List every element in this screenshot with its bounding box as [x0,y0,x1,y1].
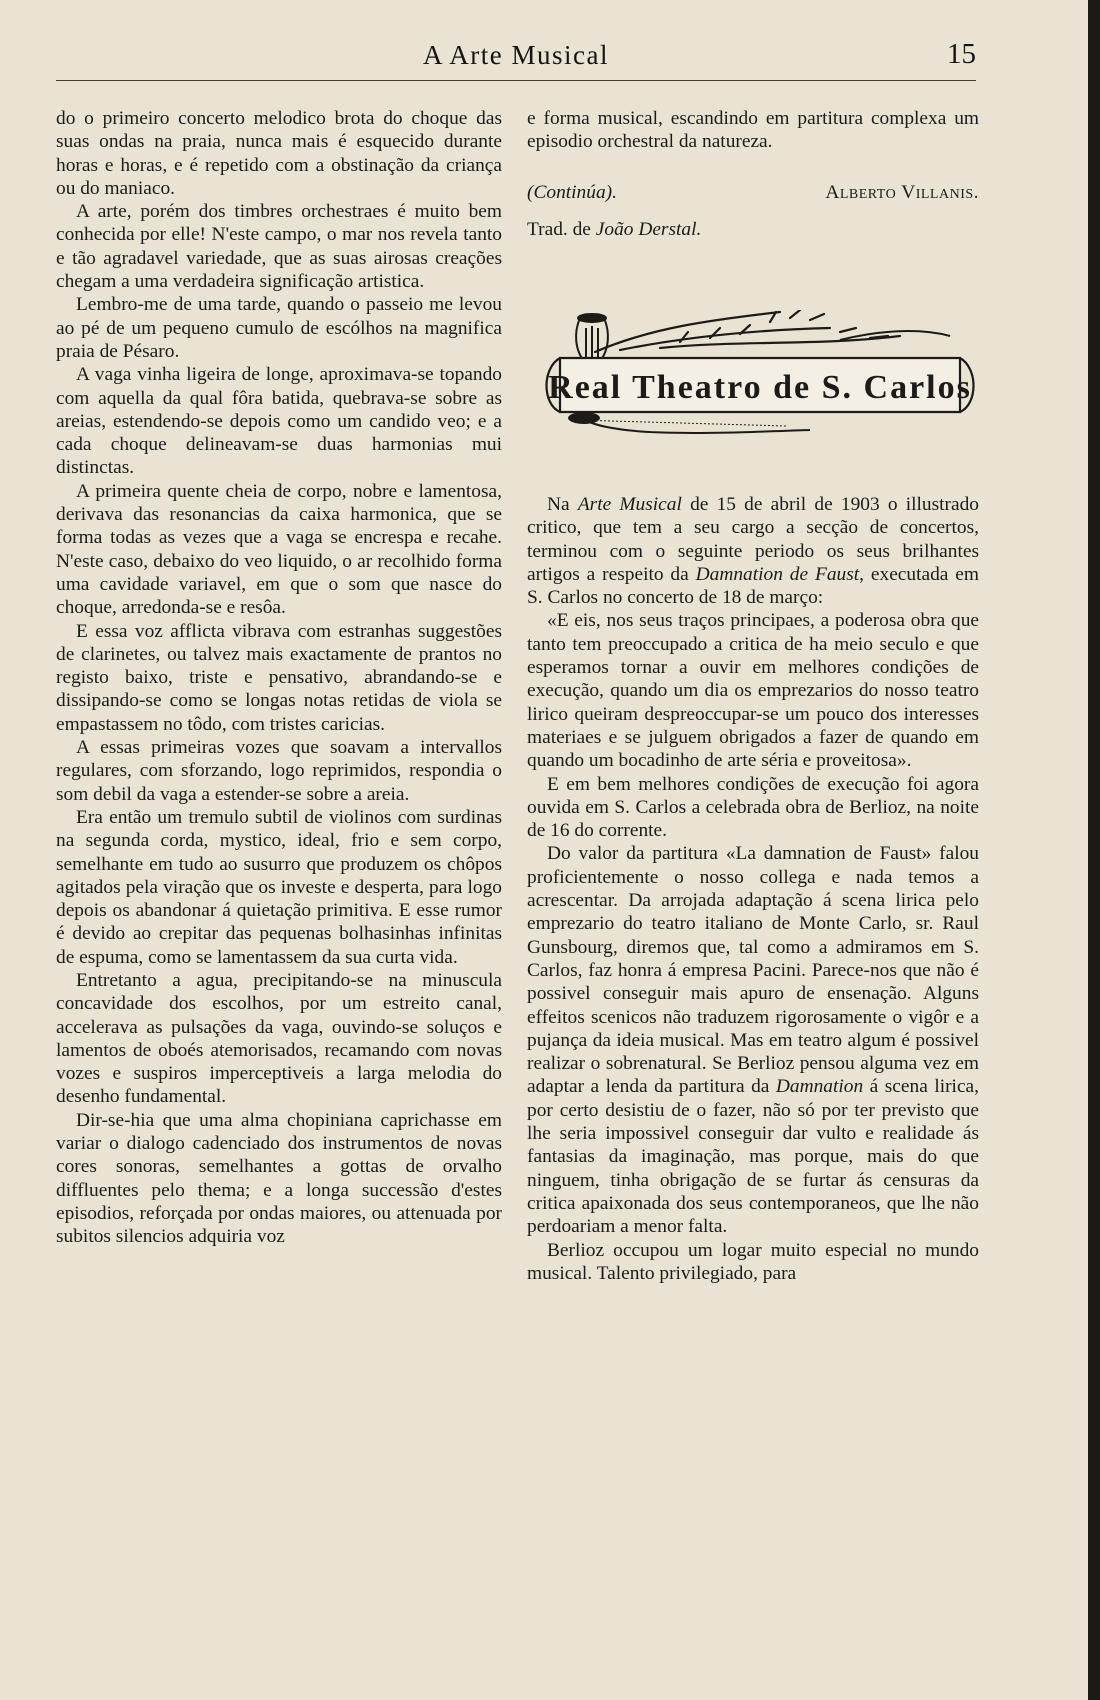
text-run: Do valor da partitura «La damnation de Faust» falou proficientemente o nosso collega e nada temos a acrescentar. Da arrojada adaptação á scena lirica pelo emprezario do teatro italiano de Monte Carlo, sr. Raul Gunsbourg, diremos que, tal como a admiramos em S. Carlos, faz honra á empresa Pacini. Parece-nos que não é possivel conseguir mais apuro de ensenação. Alguns effeitos scenicos não traduzem rigorosamente o vigôr e a pujança da ideia musical. Mas em teatro algum é possivel realizar o sobrenatural. Se Berlioz pensou alguma vez em adaptar a lenda da partitura da [527,843,979,1098]
paragraph: do o primeiro concerto melodico brota do choque das suas ondas na praia, nunca mais é esquecido durante horas e horas, e é repetido com a obstinação da criança ou do maniaco. [56,108,502,199]
paragraph: Dir-se-hia que uma alma chopiniana caprichasse em variar o dialogo cadenciado dos instrumentos de novas cores sonoras, semelhantes a gottas de orvalho diffluentes pelo thema; e a longa successão d'estes episodios, reforçada por ondas maiores, ou attenuada por subitos silencios adquiria voz [56,1109,502,1248]
text-run: á scena lirica, por certo desistiu de o fazer, não só por ter previsto que lhe seria impossivel conseguir dar vulto e realidade ás fantasias da imaginação, mas porque, mais do que ninguem, tinha obrigação de se furtar ás censuras da critica apaixonada dos seus contemporaneos, que lhe não perdoariam a menor falta. [527,1076,979,1238]
text-run: Na [547,494,578,515]
quotation: «E eis, nos seus traços principaes, a poderosa obra que tanto tem preoccupado a critica de ha meio seculo e que esperamos tornar a ouvir em melhores condições de execução, quando um dia os emprezarios do nosso teatro lirico queiram despreoccupar-se um pouco dos interesses materiaes e se julguem obrigados a fazer de quando em quando um bocadinho de arte séria e proveitosa». [527,610,979,772]
left-column [56,107,502,1249]
text-run: de 15 de abril de 1903 o illustrado critico, que tem a seu cargo a secção de concertos, terminou com o seguinte periodo os seus brilhantes artigos a respeito da [527,494,979,585]
paragraph: Lembro-me de uma tarde, quando o passeio me levou ao pé de um pequeno cumulo de escólhos na magnifica praia de Pésaro. [56,294,502,362]
paragraph: Berlioz occupou um logar muito especial no mundo musical. Talento privilegiado, para [527,1239,979,1284]
header-rule [56,80,976,81]
banner-ornament [540,310,980,462]
author-name: Alberto Villanis. [825,181,979,203]
paragraph: A vaga vinha ligeira de longe, aproximava-se topando com aquella da qual fôra batida, quebrava-se sobre as areias, estendendo-se depois como um candido veo; e a cada choque delineavam-se duas harmonias mui distinctas. [56,364,502,479]
continua-note: (Continúa). [527,181,617,203]
publication-name: Arte Musical [577,494,682,515]
signature-line [527,181,979,204]
article-real-theatro [527,493,979,1285]
paragraph: E em bem melhores condições de execução foi agora ouvida em S. Carlos a celebrada obra de Berlioz, na noite de 16 do corrente. [527,773,979,842]
page-number: 15 [947,38,976,70]
right-column-top [527,107,979,241]
paragraph: Entretanto a agua, precipitando-se na minuscula concavidade dos escolhos, por um estreito canal, accelerava as pulsações da vaga, ouvindo-se soluços e lamentos de oboés atemorisados, recamando com novas vozes e suspiros imperceptiveis a larga melodia do desenho fundamental. [56,969,502,1108]
work-title: Damnation [775,1076,864,1098]
lyre-icon [576,314,608,364]
paragraph: Era então um tremulo subtil de violinos com surdinas na segunda corda, mystico, ideal, frio e sem corpo, semelhante em tudo ao susurro que produzem os chôpos agitados pela viração que os investe e desperta, para logo depois os abandonar á quietação primitiva. E esse rumor é devido ao crepitar das pequenas bolhasinhas infinitas de espuma, como se lamentassem da sua curta vida. [56,806,502,968]
translator-name: João Derstal. [595,218,702,240]
running-title: A Arte Musical [423,40,609,70]
translation-prefix: Trad. de [527,218,596,240]
banner-title: Real Theatro de S. Carlos [548,369,972,406]
page-header [56,36,976,86]
translation-credit [527,218,979,241]
paragraph: E essa voz afflicta vibrava com estranhas suggestões de clarinetes, ou talvez mais exactamente de prantos no registo baixo, triste e pensativo, abrandando-se e dissipando-se como se longas notas retidas de viola se empastassem no tôdo, com tristes caricias. [56,620,502,735]
text-run: , executada em S. Carlos no concerto de 18 de março: [527,563,979,609]
section-banner [540,310,980,462]
paragraph [527,493,979,609]
paragraph: A arte, porém dos timbres orchestraes é muito bem conhecida por elle! N'este campo, o mar nos revela tanto e tão agradavel variedade, que as suas airosas creações chegam a uma verdadeira significação artistica. [56,201,502,293]
paragraph: A essas primeiras vozes que soavam a intervallos regulares, com sforzando, logo reprimidos, respondia o som debil da vaga a estender-se sobre a areia. [56,737,502,805]
paragraph: e forma musical, escandindo em partitura complexa um episodio orchestral da natureza. [527,108,979,153]
paragraph [527,842,979,1238]
work-title: Damnation de Faust [695,563,860,585]
paragraph: A primeira quente cheia de corpo, nobre e lamentosa, derivava das resonancias da caixa harmonica, que se forma todas as vezes que a vaga se encrespa e recahe. N'este caso, debaixo do veo liquido, o ar recolhido forma uma cavidade variavel, em que o som que nasce do choque, arredonda-se e resôa. [56,480,502,619]
